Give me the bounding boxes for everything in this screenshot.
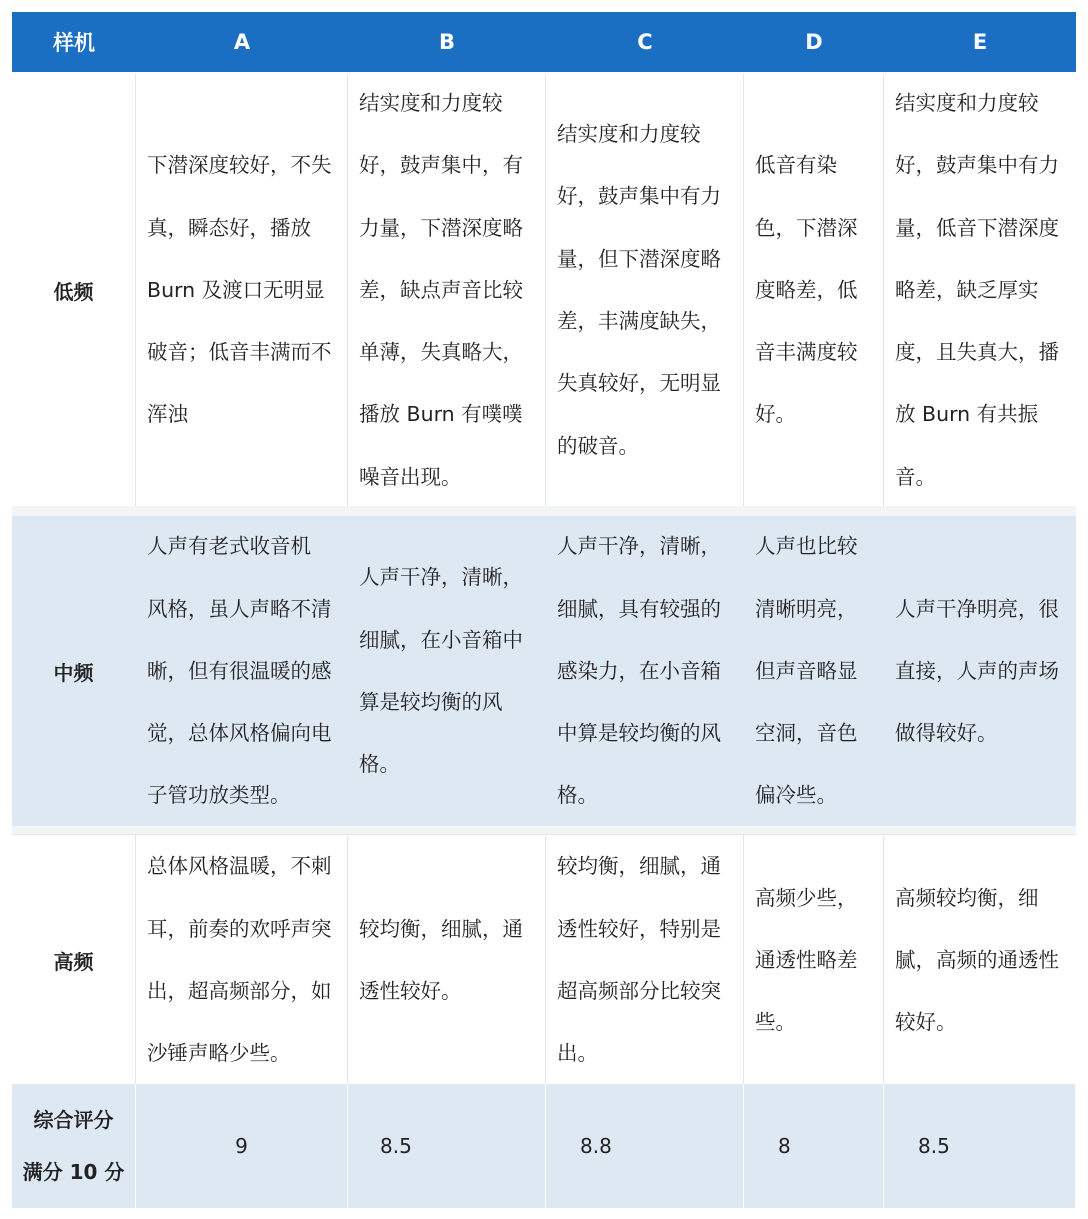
cell-mid-c: 人声干净，清晰， 细腻，具有较强的 感染力，在小音箱 中算是较均衡的风 格。 <box>546 516 744 826</box>
row-label-score <box>12 1084 136 1208</box>
cell-mid-b: 人声干净，清晰， 细腻，在小音箱中 算是较均衡的风 格。 <box>348 516 546 826</box>
cell-high-b: 较均衡，细腻，通 透性较好。 <box>348 835 546 1085</box>
cell-low-e: 结实度和力度较 好，鼓声集中有力 量，低音下潜深度 略差，缺乏厚实 度，且失真大，播 放 Burn 有共振 音。 <box>895 90 1059 489</box>
row-label-mid: 中频 <box>12 516 136 826</box>
score-e: 8.5 <box>884 1084 1076 1208</box>
table-row-score <box>12 1084 1076 1208</box>
cell-high-e: 高频较均衡，细 腻，高频的通透性 较好。 <box>895 885 1059 1035</box>
table-row-mid <box>12 516 1076 826</box>
table-row-low <box>12 74 1076 506</box>
row-label-low: 低频 <box>12 74 136 506</box>
cell-high-c: 较均衡，细腻，通 透性较好，特别是 超高频部分比较突 出。 <box>546 835 744 1085</box>
header-cell-c: C <box>637 30 653 54</box>
score-a: 9 <box>136 1084 348 1208</box>
score-d: 8 <box>744 1084 884 1208</box>
row-divider <box>12 826 1076 834</box>
row-label-high: 高频 <box>12 835 136 1085</box>
score-label-line1: 综合评分 <box>33 1108 114 1132</box>
cell-high-a: 总体风格温暖，不刺 耳，前奏的欢呼声突 出，超高频部分，如 沙锤声略少些。 <box>136 835 348 1085</box>
table-header <box>12 12 1076 72</box>
header-cell-e: E <box>972 30 988 54</box>
cell-low-c: 结实度和力度较 好，鼓声集中有力 量，但下潜深度略 差，丰满度缺失， 失真较好，无明显 的破音。 <box>546 74 744 506</box>
header-cell-b: B <box>438 30 455 54</box>
header-cell-sample: 样机 <box>53 31 95 55</box>
cell-high-d: 高频少些， 通透性略差 些。 <box>744 835 884 1085</box>
cell-mid-d: 人声也比较 清晰明亮， 但声音略显 空洞，音色 偏冷些。 <box>744 516 884 826</box>
cell-mid-a: 人声有老式收音机 风格，虽人声略不清 晰，但有很温暖的感 觉，总体风格偏向电 子管功放类型。 <box>136 516 348 826</box>
cell-low-d: 低音有染 色，下潜深 度略差，低 音丰满度较 好。 <box>744 74 884 506</box>
evaluation-table <box>12 12 1076 1208</box>
cell-mid-e: 人声干净明亮，很 直接，人声的声场 做得较好。 <box>895 596 1059 746</box>
header-cell-d: D <box>805 30 823 54</box>
score-b: 8.5 <box>348 1084 546 1208</box>
header-cell-a: A <box>233 30 251 54</box>
cell-low-a: 下潜深度较好，不失 真，瞬态好，播放 Burn 及渡口无明显 破音；低音丰满而不 浑浊 <box>136 74 348 506</box>
score-c: 8.8 <box>546 1084 744 1208</box>
cell-low-b: 结实度和力度较 好，鼓声集中，有 力量，下潜深度略 差，缺点声音比较 单薄，失真略大， 播放 Burn 有噗噗 噪音出现。 <box>348 74 546 506</box>
score-label-line2: 满分 10 分 <box>22 1160 125 1184</box>
table-row-high <box>12 834 1076 1085</box>
